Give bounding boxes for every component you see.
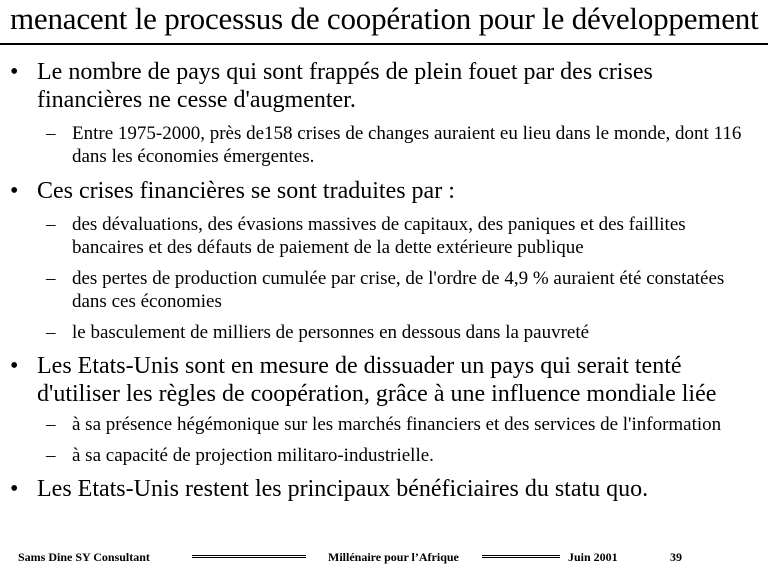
sub-bullet-item bbox=[0, 413, 768, 436]
sub-bullet-item bbox=[0, 213, 768, 259]
sub-bullet-marker: – bbox=[46, 414, 56, 435]
sub-bullet-text: à sa capacité de projection militaro-industrielle. bbox=[72, 445, 434, 466]
sub-bullet-text: à sa présence hégémonique sur les marchés financiers et des services de l'information bbox=[72, 414, 722, 435]
bullet-text: Les Etats-Unis sont en mesure de dissuader un pays qui serait tenté d'utiliser les règles de coopération, grâce à une influence mondiale liée bbox=[37, 353, 717, 407]
sub-bullet-marker: – bbox=[46, 123, 56, 144]
sub-bullet-item bbox=[0, 444, 768, 467]
sub-bullet-item bbox=[0, 321, 768, 344]
bullet-item bbox=[0, 177, 768, 205]
slide-title: menacent le processus de coopération pour le développement bbox=[10, 1, 759, 36]
sub-bullet-item bbox=[0, 267, 768, 313]
bullet-text: Les Etats-Unis restent les principaux bénéficiaires du statu quo. bbox=[37, 476, 649, 502]
bullet-marker: • bbox=[10, 59, 19, 85]
bullet-item bbox=[0, 58, 768, 114]
bullet-text: Ces crises financières se sont traduites par : bbox=[37, 178, 455, 204]
sub-bullet-item bbox=[0, 122, 768, 168]
bullet-item bbox=[0, 352, 768, 408]
footer-author: Sams Dine SY Consultant bbox=[18, 550, 150, 564]
slide-content bbox=[0, 58, 768, 503]
slide-footer bbox=[0, 547, 768, 567]
page-number: 39 bbox=[670, 550, 682, 564]
footer-event: Millénaire pour l’Afrique bbox=[328, 550, 459, 564]
footer-date: Juin 2001 bbox=[568, 550, 618, 564]
sub-bullet-marker: – bbox=[46, 214, 56, 235]
sub-bullet-marker: – bbox=[46, 322, 56, 343]
sub-bullet-text: des pertes de production cumulée par crise, de l'ordre de 4,9 % auraient été constatées dans ces économies bbox=[72, 268, 725, 312]
title-underline bbox=[0, 43, 768, 45]
sub-bullet-marker: – bbox=[46, 268, 56, 289]
footer-rule-left bbox=[192, 555, 306, 558]
sub-bullet-text: Entre 1975-2000, près de158 crises de changes auraient eu lieu dans le monde, dont 116 dans les économies émergentes. bbox=[72, 123, 742, 167]
sub-bullet-text: le basculement de milliers de personnes en dessous dans la pauvreté bbox=[72, 322, 590, 343]
bullet-text: Le nombre de pays qui sont frappés de plein fouet par des crises financières ne cesse d'augmenter. bbox=[37, 59, 653, 113]
bullet-marker: • bbox=[10, 353, 19, 379]
sub-bullet-text: des dévaluations, des évasions massives de capitaux, des paniques et des faillites bancaires et des défauts de paiement de la dette extérieure publique bbox=[72, 214, 686, 258]
bullet-item bbox=[0, 475, 768, 503]
footer-rule-right bbox=[482, 555, 560, 558]
bullet-marker: • bbox=[10, 476, 19, 502]
sub-bullet-marker: – bbox=[46, 445, 56, 466]
bullet-marker: • bbox=[10, 178, 19, 204]
